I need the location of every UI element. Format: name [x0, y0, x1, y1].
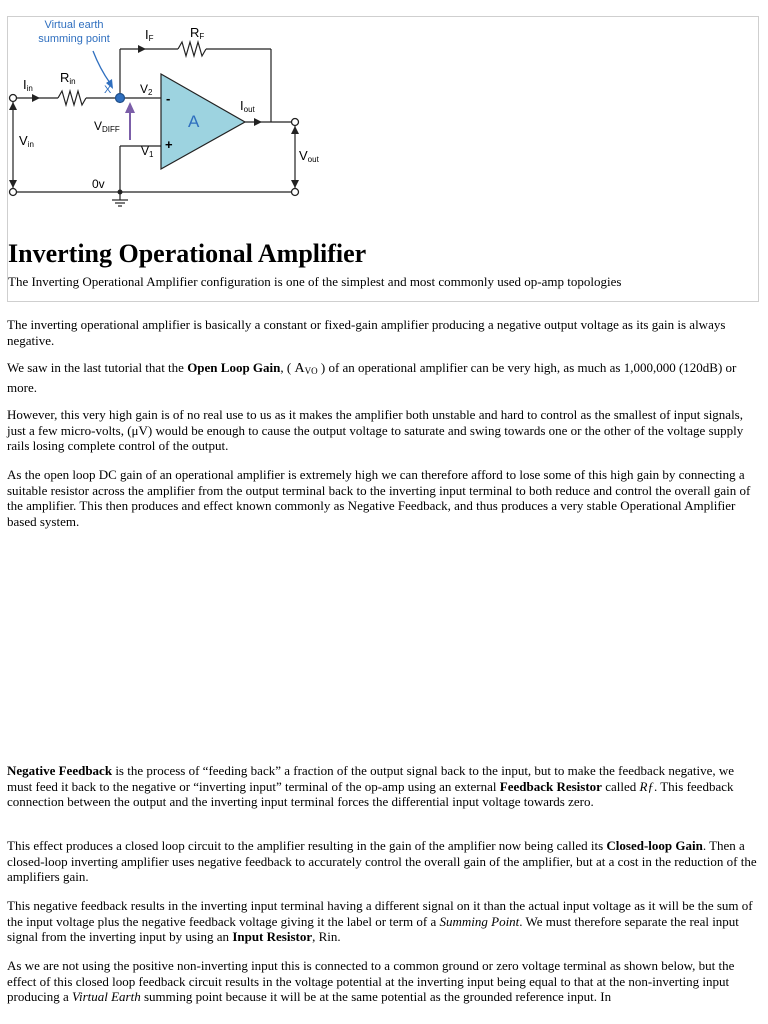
- paragraph-summing-point: This negative feedback results in the inverting input terminal having a different signal on it than the actual input voltage as it will be the sum of the input voltage plus the negative feedback voltage giving it the label or term of a Summing Point. We must therefore separate the real input signal from the inverting input by using an Input Resistor, Rin.: [7, 898, 753, 944]
- terminals: [10, 95, 299, 196]
- vdiff-arrow: [125, 102, 135, 140]
- figure-caption: The Inverting Operational Amplifier configuration is one of the simplest and most commonly used op-amp topologies: [8, 274, 622, 289]
- noninverting-input-sign: +: [165, 137, 173, 152]
- paragraph-virtual-earth: As we are not using the positive non-inverting input this is connected to a common ground or zero voltage terminal as shown below, but the effect of this closed loop feedback circuit results in the voltage potential at the inverting input being equal to that at the non-inverting input producing a Virtual Earth summing point because it will be at the same potential as the grounded reference input. In: [7, 958, 735, 1004]
- paragraph-open-loop-gain: We saw in the last tutorial that the Open Loop Gain, ( $A_{VO}$ ) of an operational amplifier can be very high, as much as 1,000,000 (120dB) or more.: [7, 360, 737, 395]
- v1-label: V1: [141, 144, 154, 159]
- summing-point-label: summing point: [38, 33, 110, 45]
- v2-label: V2: [140, 82, 153, 97]
- paragraph-negative-feedback: Negative Feedback is the process of “feeding back” a fraction of the output signal back to the input, but to make the feedback negative, we must feed it back to the negative or “inverting input” terminal of the op-amp using an external Feedback Resistor called Rƒ. This feedback connection between the output and the inverting input terminal forces the differential input voltage towards zero.: [7, 763, 735, 809]
- figure-card: [7, 16, 759, 302]
- ground-junction: [118, 190, 123, 195]
- rin-label: Rin: [60, 70, 76, 86]
- zero-volt-label: 0v: [92, 177, 105, 191]
- page-title: Inverting Operational Amplifier: [8, 239, 367, 268]
- inverting-input-sign: -: [166, 91, 171, 106]
- summing-point-node: [116, 94, 125, 103]
- vin-label: Vin: [19, 133, 34, 149]
- opamp-triangle: [161, 74, 245, 169]
- if-label: IF: [145, 27, 154, 43]
- paragraph-closed-loop-gain: This effect produces a closed loop circuit to the amplifier resulting in the gain of the amplifier now being called its Closed-loop Gain. Then a closed-loop inverting amplifier uses negative feedback to accurately control the overall gain of the amplifier, but at a cost in the reduction of the amplifiers gain.: [7, 838, 757, 884]
- vout-label: Vout: [299, 148, 319, 164]
- vdiff-label: VDIFF: [94, 119, 120, 134]
- paragraph-high-gain: However, this very high gain is of no real use to us as it makes the amplifier both unstable and hard to control as the smallest of input signals, just a few micro-volts, (μV) would be enough to cause the output voltage to saturate and swing towards one or the other of the voltage supply rails losing complete control of the output.: [7, 407, 744, 453]
- x-node-label: X: [104, 84, 112, 96]
- iout-label: Iout: [240, 98, 255, 114]
- inverting-opamp-diagram: [8, 17, 338, 232]
- amplifier-label: A: [188, 112, 200, 131]
- circuit-wires: [13, 42, 295, 206]
- virtual-earth-label: Virtual earth: [44, 19, 104, 31]
- current-arrows: [9, 45, 299, 188]
- paragraph-negative-feedback-intro: As the open loop DC gain of an operational amplifier is extremely high we can therefore afford to lose some of this high gain by connecting a suitable resistor across the amplifier from the output terminal back to the inverting input terminal to both reduce and control the overall gain of the amplifier. This then produces and effect known commonly as Negative Feedback, and thus produces a very stable Operational Amplifier based system.: [7, 467, 751, 529]
- rf-label: RF: [190, 25, 205, 41]
- paragraph-intro: The inverting operational amplifier is basically a constant or fixed-gain amplifier producing a negative output voltage as its gain is always negative.: [7, 317, 726, 348]
- iin-label: Iin: [23, 77, 33, 93]
